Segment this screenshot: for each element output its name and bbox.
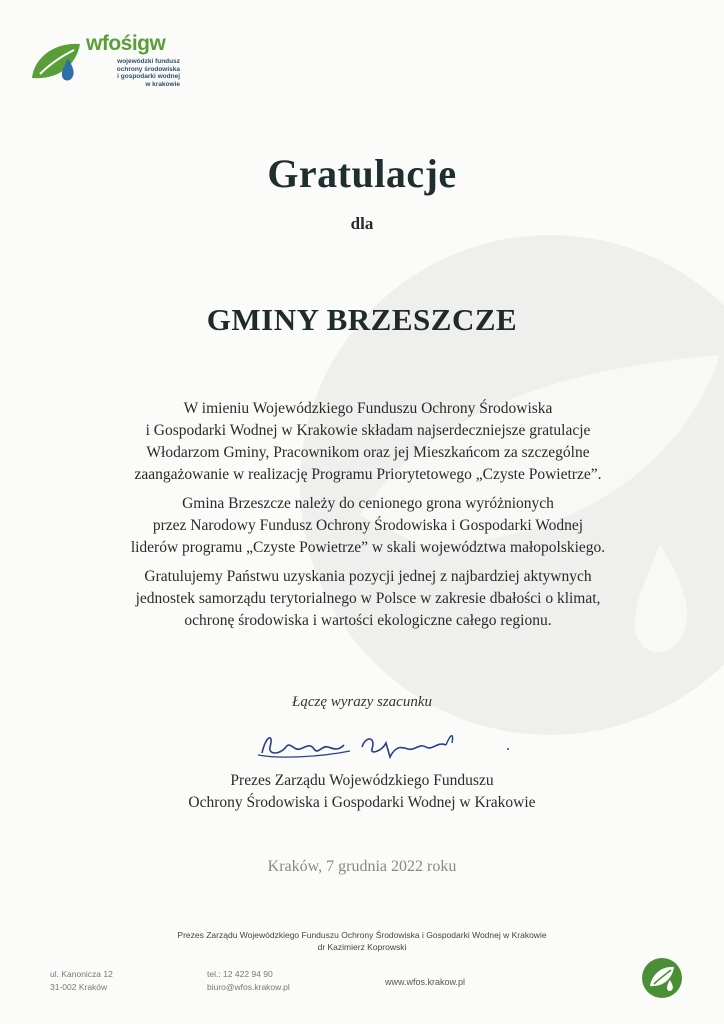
paragraph-line: i Gospodarki Wodnej w Krakowie składam najserdeczniejsze gratulacje	[145, 422, 591, 439]
paragraph-line: przez Narodowy Fundusz Ochrony Środowiska i Gospodarki Wodnej	[152, 517, 584, 534]
footer-contact	[207, 968, 290, 994]
footer-line: dr Kazimierz Koprowski	[317, 942, 407, 952]
leaf-drop-logo-icon	[28, 34, 84, 86]
paragraph-line: W imieniu Wojewódzkiego Funduszu Ochrony Środowiska	[183, 400, 553, 417]
letter-body	[90, 398, 646, 639]
logo-subtitle-line: w krakowie	[145, 80, 180, 88]
paragraph-1	[90, 398, 646, 486]
document-title: Gratulacje	[267, 151, 457, 196]
signatory-position-line: Prezes Zarządu Wojewódzkiego Funduszu	[230, 772, 494, 789]
website-link: www.wfos.krakow.pl	[385, 977, 466, 987]
paragraph-2	[90, 493, 646, 559]
logo-subtitle	[85, 58, 180, 88]
for-label: dla	[350, 214, 374, 233]
closing-phrase: Łączę wyrazy szacunku	[292, 694, 432, 710]
paragraph-line: jednostek samorządu terytorialnego w Polsce w zakresie dbałości o klimat,	[135, 590, 601, 607]
paragraph-line: Włodarzom Gminy, Pracownikom oraz jej Mieszkańcom za szczególne	[146, 444, 590, 461]
logo-subtitle-line: i gospodarki wodnej	[117, 73, 180, 80]
address-line: 31-002 Kraków	[50, 982, 108, 992]
footer-address	[50, 968, 113, 994]
date-line: Kraków, 7 grudnia 2022 roku	[267, 858, 457, 875]
paragraph-line: liderów programu „Czyste Powietrze” w skali województwa małopolskiego.	[130, 539, 606, 556]
paragraph-3	[90, 566, 646, 632]
footer-line: Prezes Zarządu Wojewódzkiego Funduszu Ochrony Środowiska i Gospodarki Wodnej w Krakowie	[177, 930, 547, 940]
logo-subtitle-line: ochrony środowiska	[116, 65, 180, 73]
paragraph-line: zaangażowanie w realizację Programu Priorytetowego „Czyste Powietrze”.	[134, 466, 602, 483]
wfosigw-logo	[28, 28, 178, 98]
footer-president	[0, 929, 724, 953]
phone-text: tel.: 12 422 94 90	[207, 969, 273, 979]
handwritten-signature	[250, 725, 530, 765]
logo-subtitle-line: wojewódzki fundusz	[117, 58, 180, 65]
signatory-position	[0, 770, 724, 814]
logo-brand-text: wfośigw	[86, 32, 166, 55]
signatory-position-line: Ochrony Środowiska i Gospodarki Wodnej w Krakowie	[188, 794, 536, 811]
address-line: ul. Kanonicza 12	[50, 969, 113, 979]
paragraph-line: ochronę środowiska i wartości ekologiczne całego regionu.	[184, 612, 552, 629]
paragraph-line: Gratulujemy Państwu uzyskania pozycji jednej z najbardziej aktywnych	[144, 568, 592, 585]
leaf-badge-icon	[640, 956, 684, 1000]
paragraph-line: Gmina Brzeszcze należy do cenionego grona wyróżnionych	[182, 495, 554, 512]
recipient-name: GMINY BRZESZCZE	[206, 302, 518, 337]
email-text: biuro@wfos.krakow.pl	[207, 982, 290, 992]
